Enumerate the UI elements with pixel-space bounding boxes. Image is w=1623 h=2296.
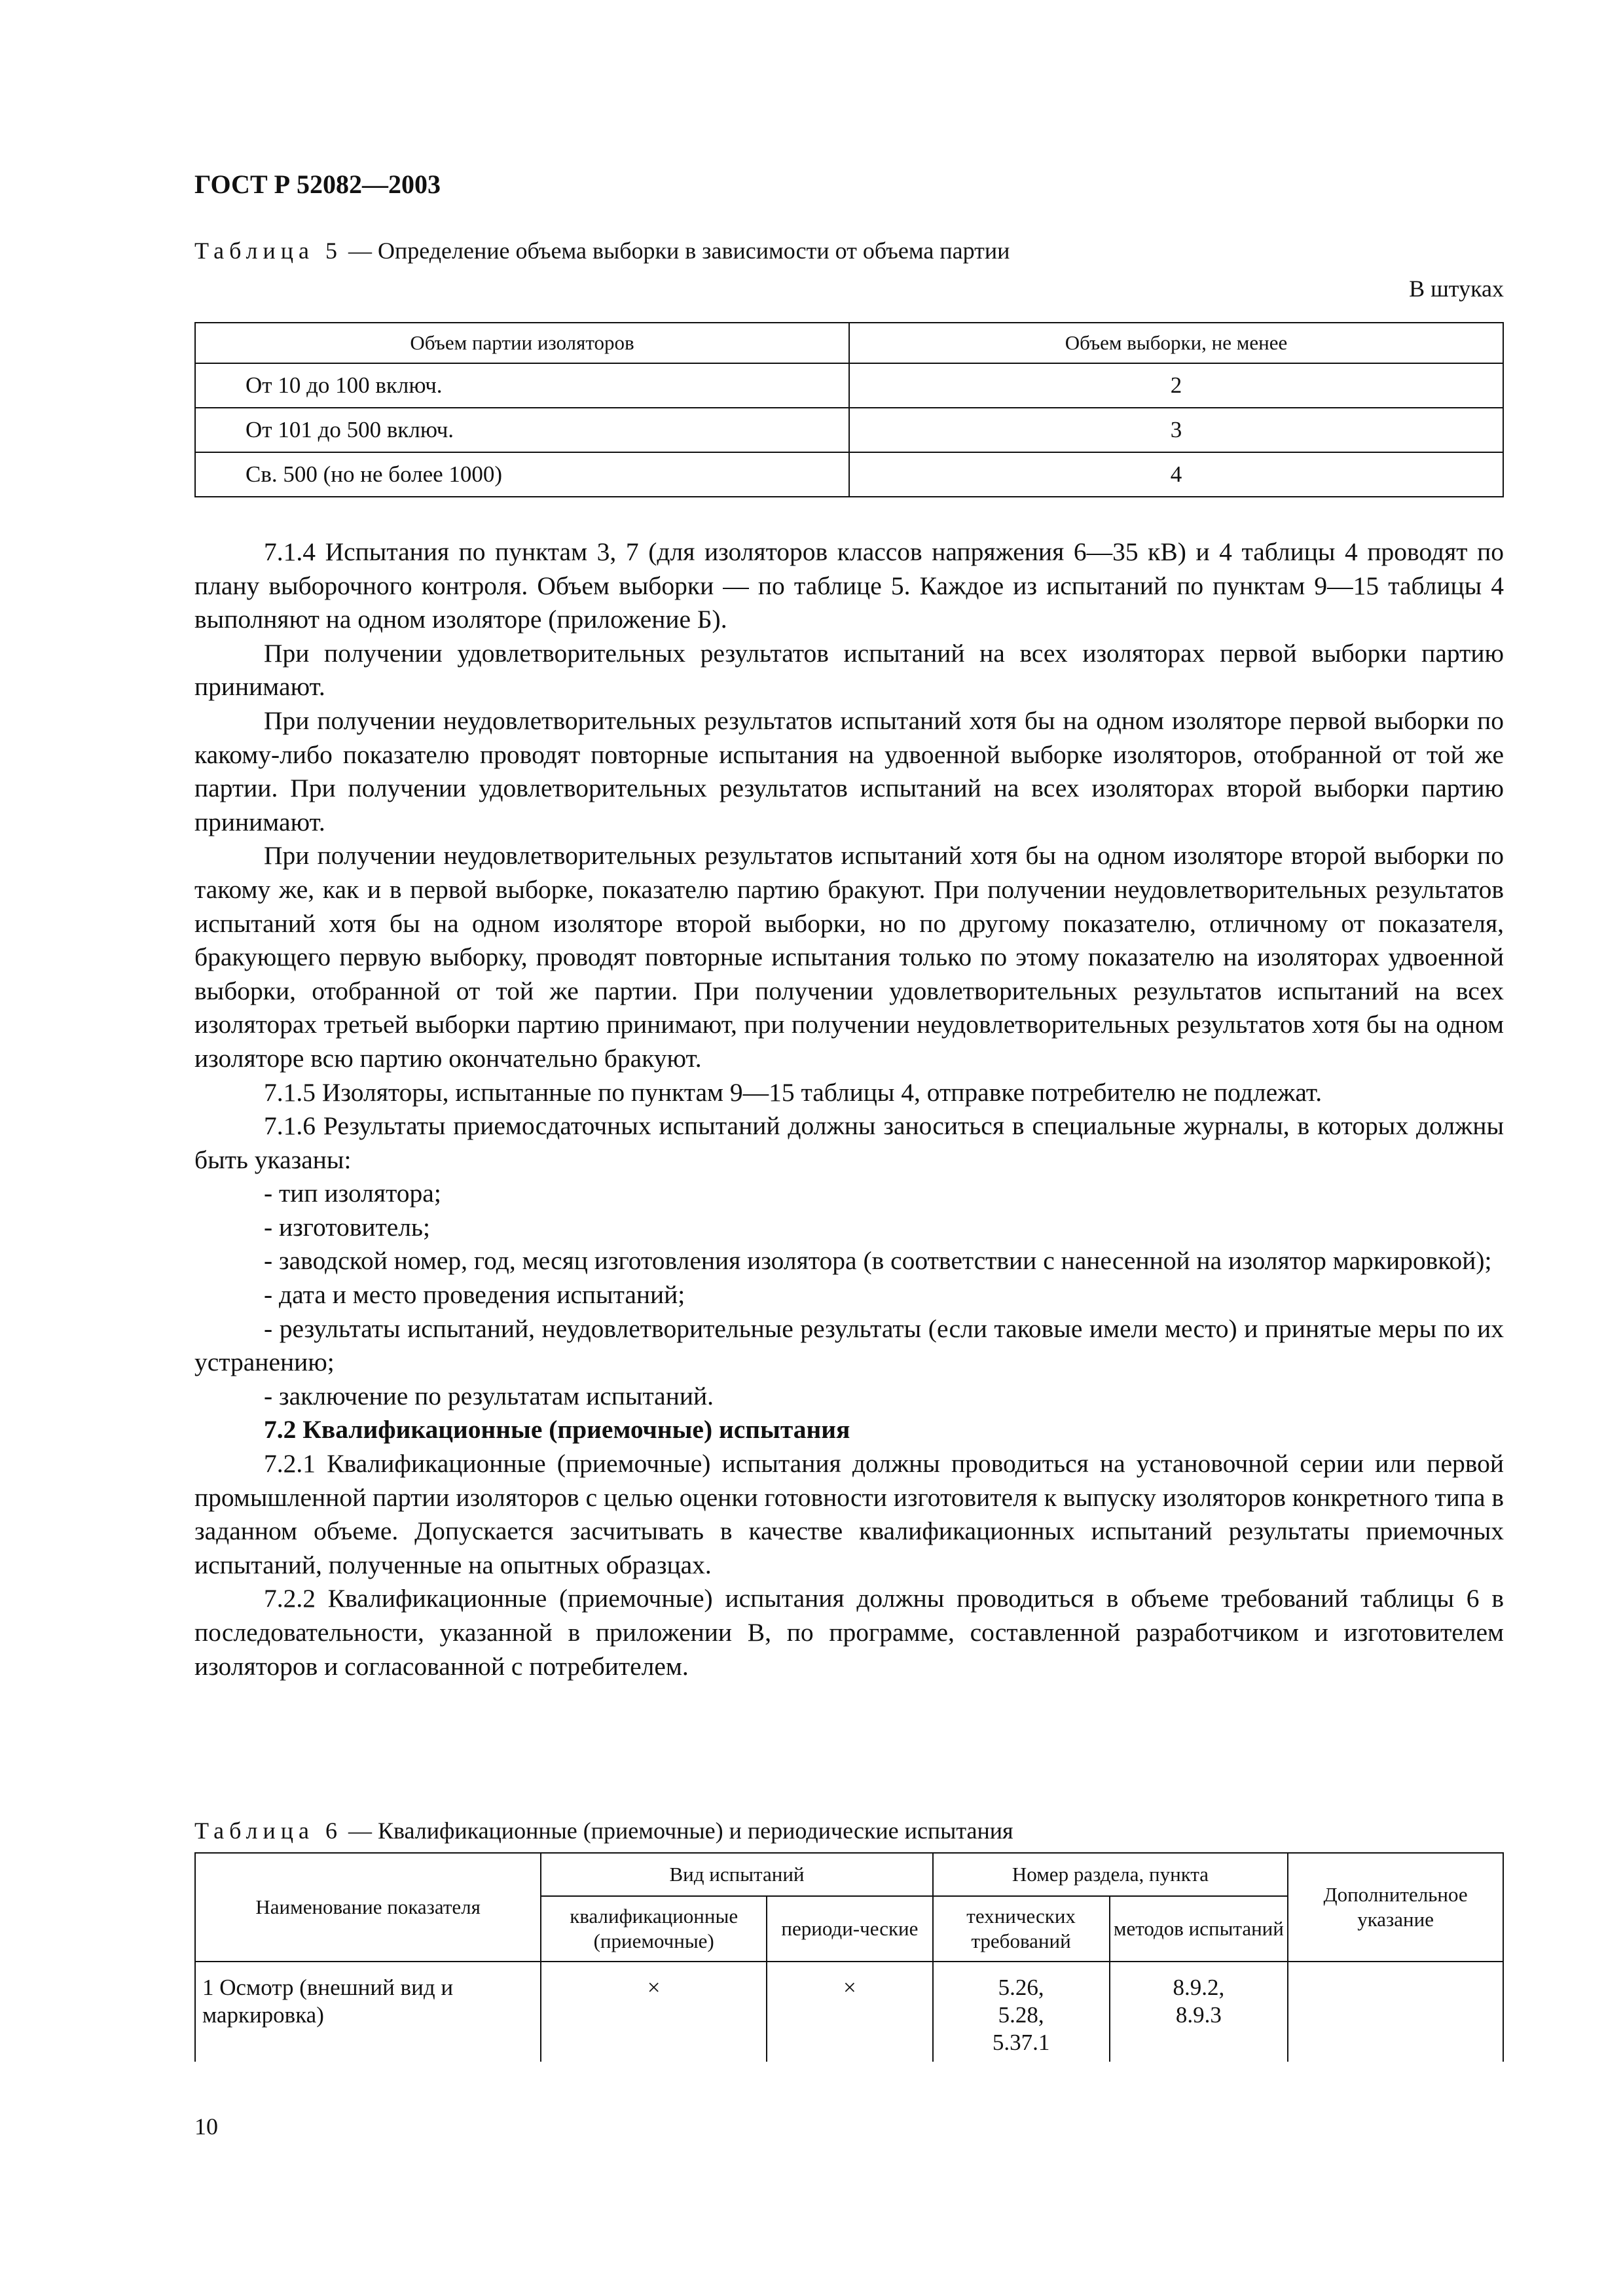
document-page: [194, 0, 1504, 2296]
table6-caption: [194, 1817, 1013, 1844]
paragraph-7-1-5: 7.1.5 Изоляторы, испытанные по пунктам 9—15 таблицы 4, отправке потребителю не подлежат.: [264, 1077, 1322, 1107]
table6-caption-text: — Квалификационные (приемочные) и периодические испытания: [342, 1818, 1013, 1844]
paragraph-7-1-6: 7.1.6 Результаты приемосдаточных испытаний должны заноситься в специальные журналы, в которых должны быть указаны:: [194, 1111, 1504, 1174]
table5-cell-sample: 2: [849, 363, 1503, 408]
table5-caption-text: — Определение объема выборки в зависимости от объема партии: [342, 238, 1010, 264]
table5-cell-lot: От 10 до 100 включ.: [195, 363, 849, 408]
table6-cell-qualification: ×: [541, 1962, 767, 2062]
paragraph: При получении удовлетворительных результатов испытаний на всех изоляторах первой выборки партию принимают.: [194, 638, 1504, 702]
list-item: - тип изолятора;: [264, 1179, 441, 1208]
tech-req-line: 5.37.1: [992, 2030, 1050, 2055]
test-method-line: 8.9.2,: [1173, 1975, 1225, 2000]
section-heading-7-2: 7.2 Квалификационные (приемочные) испытания: [264, 1415, 850, 1444]
table5-header-row: [195, 323, 1503, 363]
list-item: - заключение по результатам испытаний.: [264, 1381, 714, 1410]
table6-header-additional: Дополнительное указание: [1288, 1853, 1503, 1962]
table5-cell-sample: 4: [849, 452, 1503, 497]
table5-header-sample: Объем выборки, не менее: [849, 323, 1503, 363]
table6-header-qualification: квалификационные (приемочные): [541, 1896, 767, 1962]
table5-unit: В штуках: [1409, 276, 1504, 302]
table5-header-lot: Объем партии изоляторов: [195, 323, 849, 363]
table5-cell-lot: От 101 до 500 включ.: [195, 408, 849, 452]
table5-caption: [194, 237, 1010, 264]
paragraph-7-2-2: 7.2.2 Квалификационные (приемочные) испытания должны проводиться в объеме требований таблицы 6 в последовательности, указанной в приложении В, по программе, составленной разработчиком и изготовителем изоляторов и согласованной с потребителем.: [194, 1584, 1504, 1681]
paragraph-7-2-1: 7.2.1 Квалификационные (приемочные) испытания должны проводиться на установочной серии или первой промышленной партии изоляторов с целью оценки готовности изготовителя к выпуску изоляторов конкретного типа в заданном объеме. Допускается засчитывать в качестве квалификационных испытаний результаты приемочных испытаний, полученные на опытных образцах.: [194, 1449, 1504, 1579]
paragraph: При получении неудовлетворительных результатов испытаний хотя бы на одном изоляторе первой выборки по какому-либо показателю проводят повторные испытания на удвоенной выборке изоляторов, отобранной от той же партии. При получении удовлетворительных результатов испытаний на всех изоляторах второй выборки партию принимают.: [194, 706, 1504, 836]
table5: [194, 322, 1504, 497]
paragraph-7-1-4: 7.1.4 Испытания по пунктам 3, 7 (для изоляторов классов напряжения 6—35 кВ) и 4 таблицы 4 проводят по плану выборочного контроля. Объем выборки — по таблице 5. Каждое из испытаний по пунктам 9—15 таблицы 4 выполняют на одном изоляторе (приложение Б).: [194, 537, 1504, 634]
standard-code-header: ГОСТ Р 52082—2003: [194, 170, 441, 199]
list-item: - дата и место проведения испытаний;: [264, 1280, 685, 1310]
table6-cell-name: 1 Осмотр (внешний вид и маркировка): [195, 1962, 541, 2062]
table6-cell-test-methods: [1110, 1962, 1288, 2062]
page-number: 10: [194, 2113, 218, 2140]
table6-header-section-number: Номер раздела, пункта: [933, 1853, 1288, 1896]
table6-cell-periodic: ×: [767, 1962, 933, 2062]
tech-req-line: 5.28,: [998, 2002, 1044, 2028]
list-item: - результаты испытаний, неудовлетворительные результаты (если таковые имели место) и принятые меры по их устранению;: [194, 1314, 1504, 1377]
paragraph: При получении неудовлетворительных результатов испытаний хотя бы на одном изоляторе второй выборки по такому же, как и в первой выборке, показателю партию бракуют. При получении неудовлетворительных результатов испытаний хотя бы на одном изоляторе второй выборки, но по другому показателю, отличному от показателя, бракующего первую выборку, проводят повторные испытания только по этому показателю на изоляторах удвоенной выборки, отобранной от той же партии. При получении удовлетворительных результатов испытаний на всех изоляторах третьей выборки партию принимают, при получении неудовлетворительных результатов хотя бы на одном изоляторе всю партию окончательно бракуют.: [194, 841, 1504, 1073]
table6-cell-tech-req: [933, 1962, 1110, 2062]
list-item: - изготовитель;: [264, 1212, 430, 1242]
table-row: [195, 363, 1503, 408]
table6-header-periodic: периоди-ческие: [767, 1896, 933, 1962]
table6-header-test-methods: методов испытаний: [1110, 1896, 1288, 1962]
table-row: [195, 1962, 1503, 2062]
list-item: - заводской номер, год, месяц изготовления изолятора (в соответствии с нанесенной на изолятор маркировкой);: [264, 1246, 1492, 1276]
table6-header-row-1: [195, 1853, 1503, 1896]
test-method-line: 8.9.3: [1175, 2002, 1222, 2028]
table6-cell-additional: [1288, 1962, 1503, 2062]
table6-header-tech-req: технических требований: [933, 1896, 1110, 1962]
table5-cell-sample: 3: [849, 408, 1503, 452]
table6-header-name: Наименование показателя: [195, 1853, 541, 1962]
table6: [194, 1852, 1504, 2062]
body-text: [194, 535, 1504, 1683]
tech-req-line: 5.26,: [998, 1975, 1044, 2000]
table-row: [195, 408, 1503, 452]
table5-cell-lot: Св. 500 (но не более 1000): [195, 452, 849, 497]
table5-caption-label: Таблица 5: [194, 238, 342, 264]
table6-header-test-type: Вид испытаний: [541, 1853, 932, 1896]
table6-caption-label: Таблица 6: [194, 1818, 342, 1844]
table-row: [195, 452, 1503, 497]
